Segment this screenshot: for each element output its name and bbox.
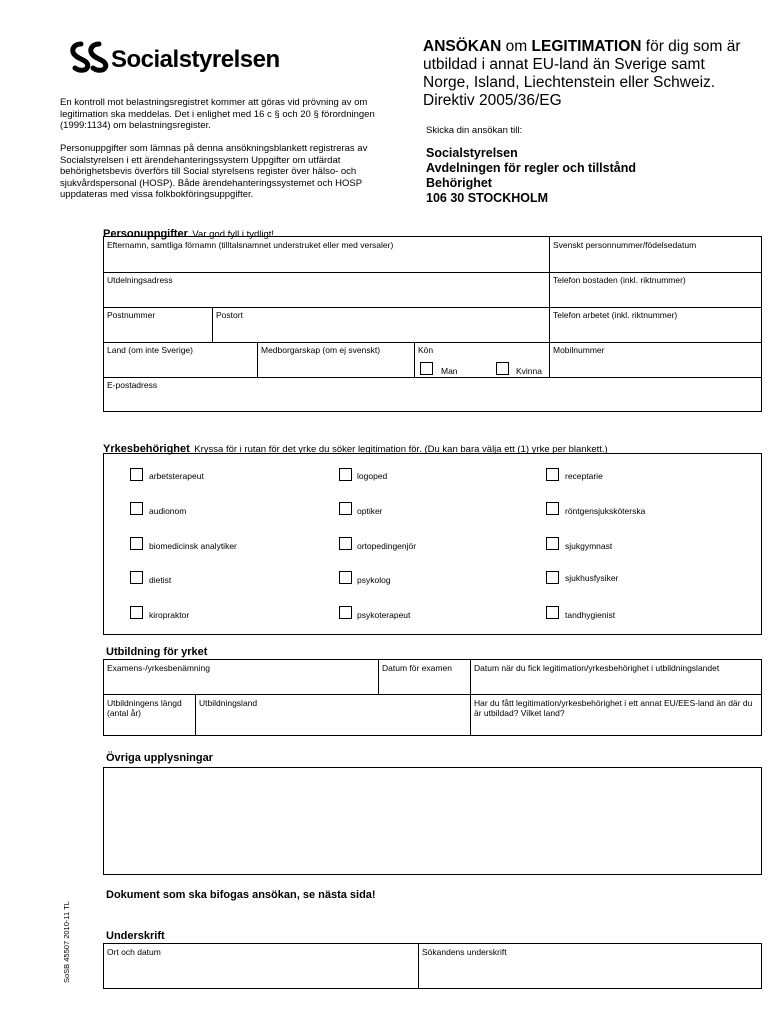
send-to-label: Skicka din ansökan till: [426, 125, 523, 136]
profession-label: arbetsterapeut [149, 471, 204, 481]
profession-checkbox[interactable] [546, 502, 559, 515]
profession-label: tandhygienist [565, 610, 616, 620]
education-length-field[interactable]: Utbildningens längd (antal år) [107, 698, 182, 718]
education-country-field[interactable]: Utbildningsland [199, 698, 258, 708]
profession-checkbox[interactable] [339, 468, 352, 481]
license-date-field[interactable]: Datum när du fick legitimation/yrkesbehörighet i utbildningslandet [474, 663, 720, 673]
profession-checkbox[interactable] [546, 606, 559, 619]
profession-label: receptarie [565, 471, 603, 481]
profession-checkbox[interactable] [339, 571, 352, 584]
other-info-heading: Övriga upplysningar [106, 752, 213, 764]
other-info-field[interactable] [103, 767, 762, 875]
profession-checkbox[interactable] [130, 502, 143, 515]
name-field[interactable]: Efternamn, samtliga förnamn (tilltalsnamnet understruket eller med versaler) [107, 240, 394, 250]
form-code: SoSB 45507 2010-11 TL [62, 901, 71, 983]
form-title: ANSÖKAN om LEGITIMATION för dig som är utbildad i annat EU-land än Sverige samt Norge, Island, Liechtenstein eller Schweiz. Direktiv 2005/36/EG [423, 38, 741, 109]
personal-heading: Personuppgifter Var god fyll i tydligt! [103, 228, 275, 240]
gender-label: Kön [418, 345, 434, 355]
profession-label: sjukgymnast [565, 541, 613, 551]
profession-label: röntgensjuksköterska [565, 506, 646, 516]
country-field[interactable]: Land (om inte Sverige) [107, 345, 193, 355]
gender-man-label: Man [441, 366, 458, 376]
profession-checkbox[interactable] [546, 468, 559, 481]
profession-label: ortopedingenjör [357, 541, 417, 551]
profession-label: psykolog [357, 575, 391, 585]
email-field[interactable]: E-postadress [107, 380, 158, 390]
profession-label: optiker [357, 506, 383, 516]
exam-title-field[interactable]: Examens-/yrkesbenämning [107, 663, 210, 673]
place-date-field[interactable]: Ort och datum [107, 947, 161, 957]
profession-checkbox[interactable] [130, 606, 143, 619]
profession-checkbox[interactable] [546, 571, 559, 584]
profession-section-box [103, 453, 762, 635]
gender-man-checkbox[interactable] [420, 362, 433, 375]
mobile-field[interactable]: Mobilnummer [553, 345, 605, 355]
education-section-box [103, 659, 762, 736]
profession-label: logoped [357, 471, 388, 481]
personal-number-field[interactable]: Svenskt personnummer/födelsedatum [553, 240, 697, 250]
profession-checkbox[interactable] [339, 502, 352, 515]
postal-code-field[interactable]: Postnummer [107, 310, 156, 320]
socialstyrelsen-logo [67, 40, 280, 80]
postal-town-field[interactable]: Postort [216, 310, 243, 320]
documents-note: Dokument som ska bifogas ansökan, se nästa sida! [106, 889, 376, 901]
profession-checkbox[interactable] [130, 537, 143, 550]
gender-woman-label: Kvinna [516, 366, 542, 376]
intro-personal-data: Personuppgifter som lämnas på denna ansökningsblankett registreras av Socialstyrelsen i ett ärendehanteringssystem Uppgifter om utfärdat behörighetsbevis överförs till Social styrelsens register över hälso- och sjukvårdspersonal (HOSP). Både ärendehanteringssystemet och HOSP uppdateras med vissa folkbokföringsuppgifter. [60, 143, 368, 200]
profession-checkbox[interactable] [339, 606, 352, 619]
mailing-address: Socialstyrelsen Avdelningen för regler och tillstånd Behörighet 106 30 STOCKHOLM [426, 146, 636, 205]
logo-mark-icon [67, 40, 111, 76]
profession-label: kiropraktor [149, 610, 190, 620]
profession-label: dietist [149, 575, 172, 585]
exam-date-field[interactable]: Datum för examen [382, 663, 452, 673]
gender-woman-checkbox[interactable] [496, 362, 509, 375]
address-field[interactable]: Utdelningsadress [107, 275, 173, 285]
other-eu-license-field[interactable]: Har du fått legitimation/yrkesbehörighet i ett annat EU/EES-land än där du är utbildad? Vilket land? [474, 698, 753, 718]
profession-label: psykoterapeut [357, 610, 411, 620]
profession-checkbox[interactable] [130, 571, 143, 584]
profession-checkbox[interactable] [130, 468, 143, 481]
education-heading: Utbildning för yrket [106, 646, 208, 658]
citizenship-field[interactable]: Medborgarskap (om ej svenskt) [261, 345, 381, 355]
signature-section-box [103, 943, 762, 989]
profession-heading: Yrkesbehörighet Kryssa för i rutan för det yrke du söker legitimation för. (Du kan bara välja ett (1) yrke per blankett.) [103, 443, 608, 455]
profession-label: biomedicinsk analytiker [149, 541, 237, 551]
profession-label: sjukhusfysiker [565, 573, 619, 583]
intro-criminal-record: En kontroll mot belastningsregistret kommer att göras vid prövning av om legitimation ska meddelas. Det i enlighet med 16 c § och 20 § förordningen (1999:1134) om belastningsregister. [60, 97, 375, 131]
profession-label: audionom [149, 506, 187, 516]
applicant-signature-field[interactable]: Sökandens underskrift [422, 947, 507, 957]
personal-section-box [103, 236, 762, 412]
profession-checkbox[interactable] [546, 537, 559, 550]
logo-text: Socialstyrelsen [111, 46, 280, 73]
phone-home-field[interactable]: Telefon bostaden (inkl. riktnummer) [553, 275, 686, 285]
profession-checkbox[interactable] [339, 537, 352, 550]
signature-heading: Underskrift [106, 930, 165, 942]
phone-work-field[interactable]: Telefon arbetet (inkl. riktnummer) [553, 310, 678, 320]
